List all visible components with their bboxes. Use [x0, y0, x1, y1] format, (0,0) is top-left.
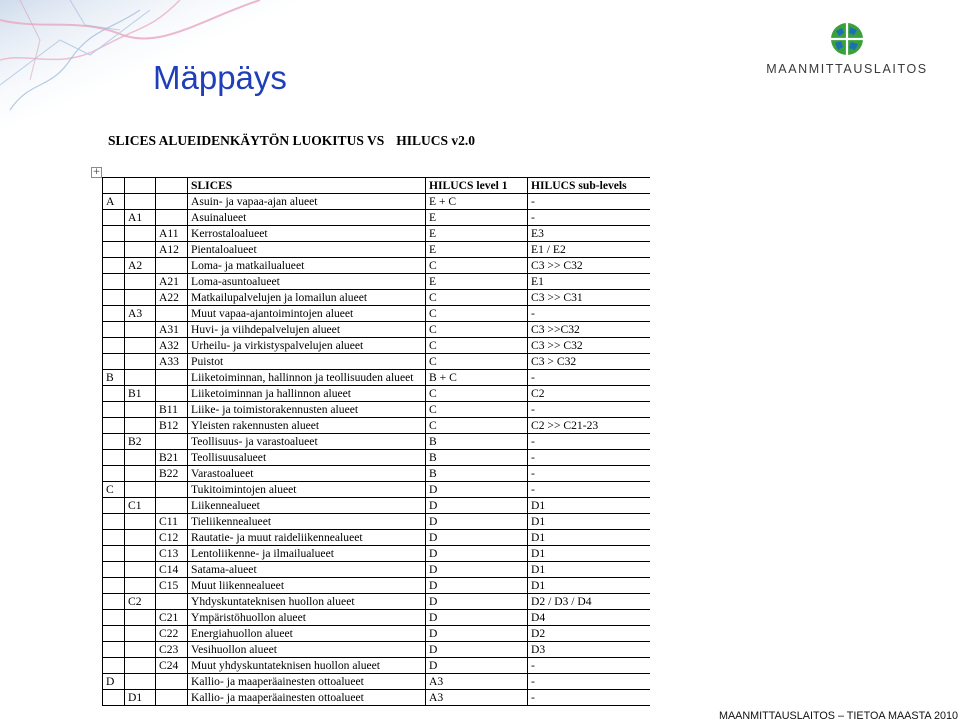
cell-hilucs-sublevel: C3 >>C32	[528, 322, 651, 338]
table-row	[103, 242, 651, 258]
table-row	[103, 626, 651, 642]
table-row	[103, 258, 651, 274]
cell-level-1	[103, 578, 125, 594]
cell-level-3: A11	[156, 226, 188, 242]
cell-level-2	[125, 578, 156, 594]
footer-text: MAANMITTAUSLAITOS – TIETOA MAASTA 2010	[718, 710, 958, 722]
cell-hilucs-level1: D	[426, 658, 528, 674]
cell-level-3: C15	[156, 578, 188, 594]
header-level-1	[103, 178, 125, 194]
cell-hilucs-sublevel: -	[528, 450, 651, 466]
cell-slices-name: Satama-alueet	[188, 562, 426, 578]
cell-level-1: C	[103, 482, 125, 498]
header-hilucs-level1: HILUCS level 1	[426, 178, 528, 194]
heading-classification: SLICES ALUEIDENKÄYTÖN LUOKITUS VS	[108, 133, 385, 148]
cell-hilucs-level1: E	[426, 210, 528, 226]
cell-level-2: A3	[125, 306, 156, 322]
cell-level-2: A2	[125, 258, 156, 274]
cell-level-3: C22	[156, 626, 188, 642]
table-row	[103, 290, 651, 306]
cell-level-3: A31	[156, 322, 188, 338]
cell-level-2	[125, 450, 156, 466]
table-container	[102, 177, 650, 715]
cell-level-3	[156, 258, 188, 274]
company-logo	[762, 22, 932, 82]
header-slices: SLICES	[188, 178, 426, 194]
cell-level-2	[125, 674, 156, 690]
cell-level-2	[125, 562, 156, 578]
cell-hilucs-level1: D	[426, 546, 528, 562]
cell-level-1	[103, 450, 125, 466]
cell-level-3	[156, 210, 188, 226]
cell-level-2	[125, 194, 156, 210]
cell-hilucs-sublevel: -	[528, 370, 651, 386]
cell-level-2	[125, 482, 156, 498]
cell-hilucs-level1: E	[426, 242, 528, 258]
cell-level-1: B	[103, 370, 125, 386]
cell-hilucs-sublevel: -	[528, 674, 651, 690]
table-row	[103, 514, 651, 530]
cell-level-1	[103, 546, 125, 562]
cell-level-2	[125, 274, 156, 290]
cell-hilucs-sublevel: D3	[528, 642, 651, 658]
cell-level-2	[125, 626, 156, 642]
heading-hilucs: HILUCS v2.0	[396, 133, 475, 148]
cell-level-2	[125, 242, 156, 258]
cell-slices-name: Asuin- ja vapaa-ajan alueet	[188, 194, 426, 210]
cell-hilucs-level1: A3	[426, 690, 528, 706]
table-row	[103, 450, 651, 466]
cell-hilucs-sublevel: D1	[528, 514, 651, 530]
cell-hilucs-sublevel: C3 >> C32	[528, 338, 651, 354]
cell-level-1	[103, 402, 125, 418]
cell-level-3	[156, 386, 188, 402]
cell-hilucs-sublevel: D2 / D3 / D4	[528, 594, 651, 610]
logo-wordmark: MAANMITTAUSLAITOS	[766, 62, 928, 76]
cell-hilucs-level1: D	[426, 562, 528, 578]
cell-slices-name: Kallio- ja maaperäainesten ottoalueet	[188, 674, 426, 690]
table-row	[103, 322, 651, 338]
header-level-2	[125, 178, 156, 194]
cell-hilucs-sublevel: C3 >> C32	[528, 258, 651, 274]
cell-level-3: B11	[156, 402, 188, 418]
cell-level-1	[103, 354, 125, 370]
cell-hilucs-level1: D	[426, 626, 528, 642]
cell-level-3: C12	[156, 530, 188, 546]
cell-level-2	[125, 546, 156, 562]
table-row	[103, 690, 651, 706]
table-row	[103, 610, 651, 626]
cell-hilucs-sublevel: D1	[528, 562, 651, 578]
cell-slices-name: Loma-asuntoalueet	[188, 274, 426, 290]
cell-level-3	[156, 194, 188, 210]
cell-level-1	[103, 514, 125, 530]
cell-hilucs-sublevel: -	[528, 482, 651, 498]
cell-hilucs-level1: C	[426, 322, 528, 338]
cell-hilucs-sublevel: D1	[528, 498, 651, 514]
cell-hilucs-sublevel: E1 / E2	[528, 242, 651, 258]
table-row	[103, 338, 651, 354]
cell-slices-name: Puistot	[188, 354, 426, 370]
cell-level-2	[125, 338, 156, 354]
cell-hilucs-level1: C	[426, 290, 528, 306]
cell-slices-name: Matkailupalvelujen ja lomailun alueet	[188, 290, 426, 306]
cell-hilucs-sublevel: D1	[528, 546, 651, 562]
table-row	[103, 402, 651, 418]
cell-hilucs-level1: E + C	[426, 194, 528, 210]
cell-level-3: B22	[156, 466, 188, 482]
cell-hilucs-sublevel: C2 >> C21-23	[528, 418, 651, 434]
table-row	[103, 434, 651, 450]
cell-level-1	[103, 322, 125, 338]
cell-hilucs-level1: D	[426, 482, 528, 498]
slices-hilucs-table	[102, 177, 650, 706]
cell-hilucs-sublevel: -	[528, 434, 651, 450]
cell-level-1	[103, 274, 125, 290]
cell-level-2	[125, 418, 156, 434]
table-row	[103, 194, 651, 210]
cell-hilucs-sublevel: -	[528, 658, 651, 674]
slide-title: Mäppäys	[153, 59, 287, 96]
cell-level-2	[125, 370, 156, 386]
table-row	[103, 658, 651, 674]
cell-level-3: C11	[156, 514, 188, 530]
table-header-row	[103, 178, 651, 194]
globe-logo-icon	[830, 22, 864, 56]
table-row	[103, 562, 651, 578]
cell-hilucs-sublevel: -	[528, 306, 651, 322]
cell-level-3: C24	[156, 658, 188, 674]
cell-hilucs-level1: A3	[426, 674, 528, 690]
cell-level-1	[103, 690, 125, 706]
table-row	[103, 546, 651, 562]
cell-slices-name: Kallio- ja maaperäainesten ottoalueet	[188, 690, 426, 706]
header-level-3	[156, 178, 188, 194]
header-hilucs-sublevels: HILUCS sub-levels	[528, 178, 651, 194]
cell-level-1	[103, 306, 125, 322]
cell-level-1	[103, 434, 125, 450]
table-row	[103, 210, 651, 226]
cell-level-1	[103, 626, 125, 642]
cell-hilucs-sublevel: D1	[528, 530, 651, 546]
cell-level-1	[103, 338, 125, 354]
cell-level-1	[103, 210, 125, 226]
cell-level-1	[103, 418, 125, 434]
cell-hilucs-sublevel: C2	[528, 386, 651, 402]
cell-hilucs-level1: C	[426, 418, 528, 434]
cell-hilucs-level1: D	[426, 514, 528, 530]
cell-level-2	[125, 402, 156, 418]
table-move-handle-icon[interactable]: +	[92, 167, 101, 177]
cell-level-3: C14	[156, 562, 188, 578]
cell-hilucs-level1: D	[426, 530, 528, 546]
cell-hilucs-level1: B	[426, 450, 528, 466]
cell-hilucs-level1: B + C	[426, 370, 528, 386]
cell-level-1	[103, 498, 125, 514]
cell-level-3: C21	[156, 610, 188, 626]
cell-slices-name: Energiahuollon alueet	[188, 626, 426, 642]
cell-hilucs-level1: B	[426, 434, 528, 450]
cell-level-3: A12	[156, 242, 188, 258]
cell-level-3	[156, 306, 188, 322]
cell-level-1	[103, 658, 125, 674]
cell-slices-name: Rautatie- ja muut raideliikennealueet	[188, 530, 426, 546]
table-row	[103, 498, 651, 514]
cell-level-3: A32	[156, 338, 188, 354]
cell-hilucs-sublevel: -	[528, 194, 651, 210]
cell-slices-name: Varastoalueet	[188, 466, 426, 482]
cell-level-2	[125, 610, 156, 626]
cell-level-1	[103, 466, 125, 482]
table-row	[103, 306, 651, 322]
table-row	[103, 226, 651, 242]
table-row	[103, 466, 651, 482]
cell-slices-name: Pientaloalueet	[188, 242, 426, 258]
cell-level-3: C23	[156, 642, 188, 658]
cell-hilucs-sublevel: D2	[528, 626, 651, 642]
table-row	[103, 354, 651, 370]
cell-hilucs-level1: D	[426, 642, 528, 658]
cell-hilucs-sublevel: -	[528, 690, 651, 706]
cell-hilucs-level1: E	[426, 274, 528, 290]
table-row	[103, 274, 651, 290]
cell-level-1	[103, 594, 125, 610]
cell-level-1: A	[103, 194, 125, 210]
cell-level-2	[125, 514, 156, 530]
cell-level-3	[156, 674, 188, 690]
cell-hilucs-level1: C	[426, 354, 528, 370]
table-body	[103, 194, 651, 706]
cell-hilucs-level1: E	[426, 226, 528, 242]
cell-level-1	[103, 290, 125, 306]
cell-hilucs-level1: B	[426, 466, 528, 482]
cell-slices-name: Asuinalueet	[188, 210, 426, 226]
table-row	[103, 370, 651, 386]
cell-level-2: C2	[125, 594, 156, 610]
table-row	[103, 482, 651, 498]
cell-level-2	[125, 354, 156, 370]
cell-level-1: D	[103, 674, 125, 690]
cell-hilucs-level1: D	[426, 610, 528, 626]
cell-level-1	[103, 530, 125, 546]
cell-hilucs-sublevel: D4	[528, 610, 651, 626]
cell-slices-name: Tukitoimintojen alueet	[188, 482, 426, 498]
cell-slices-name: Lentoliikenne- ja ilmailualueet	[188, 546, 426, 562]
cell-level-3: A21	[156, 274, 188, 290]
cell-level-2	[125, 226, 156, 242]
cell-level-1	[103, 642, 125, 658]
cell-level-3: A22	[156, 290, 188, 306]
cell-level-3	[156, 370, 188, 386]
cell-level-3: B21	[156, 450, 188, 466]
cell-slices-name: Tieliikennealueet	[188, 514, 426, 530]
cell-hilucs-level1: C	[426, 338, 528, 354]
cell-level-2: A1	[125, 210, 156, 226]
cell-hilucs-level1: C	[426, 306, 528, 322]
cell-level-2: C1	[125, 498, 156, 514]
cell-slices-name: Loma- ja matkailualueet	[188, 258, 426, 274]
cell-level-2	[125, 290, 156, 306]
cell-level-1	[103, 242, 125, 258]
cell-slices-name: Ympäristöhuollon alueet	[188, 610, 426, 626]
cell-slices-name: Teollisuusalueet	[188, 450, 426, 466]
table-row	[103, 594, 651, 610]
cell-slices-name: Liiketoiminnan, hallinnon ja teollisuuden alueet	[188, 370, 426, 386]
cell-level-1	[103, 226, 125, 242]
cell-level-3	[156, 594, 188, 610]
cell-slices-name: Muut yhdyskuntateknisen huollon alueet	[188, 658, 426, 674]
cell-slices-name: Liike- ja toimistorakennusten alueet	[188, 402, 426, 418]
cell-slices-name: Teollisuus- ja varastoalueet	[188, 434, 426, 450]
cell-level-2	[125, 322, 156, 338]
cell-level-3: A33	[156, 354, 188, 370]
cell-hilucs-sublevel: D1	[528, 578, 651, 594]
cell-slices-name: Muut liikennealueet	[188, 578, 426, 594]
cell-hilucs-level1: D	[426, 578, 528, 594]
table-row	[103, 418, 651, 434]
cell-level-2: D1	[125, 690, 156, 706]
table-row	[103, 578, 651, 594]
cell-slices-name: Huvi- ja viihdepalvelujen alueet	[188, 322, 426, 338]
cell-level-2: B1	[125, 386, 156, 402]
cell-level-2	[125, 658, 156, 674]
document-heading	[108, 132, 475, 150]
cell-hilucs-sublevel: C3 > C32	[528, 354, 651, 370]
table-row	[103, 530, 651, 546]
cell-hilucs-level1: C	[426, 258, 528, 274]
cell-level-3	[156, 434, 188, 450]
cell-slices-name: Muut vapaa-ajantoimintojen alueet	[188, 306, 426, 322]
table-row	[103, 386, 651, 402]
cell-hilucs-sublevel: -	[528, 402, 651, 418]
cell-hilucs-level1: D	[426, 594, 528, 610]
cell-slices-name: Yleisten rakennusten alueet	[188, 418, 426, 434]
cell-level-3	[156, 690, 188, 706]
cell-hilucs-sublevel: -	[528, 210, 651, 226]
table-row	[103, 642, 651, 658]
cell-hilucs-level1: D	[426, 498, 528, 514]
cell-level-1	[103, 562, 125, 578]
cell-level-1	[103, 386, 125, 402]
cell-hilucs-level1: C	[426, 402, 528, 418]
cell-level-2: B2	[125, 434, 156, 450]
table-row	[103, 674, 651, 690]
cell-level-3	[156, 498, 188, 514]
cell-level-2	[125, 466, 156, 482]
cell-hilucs-level1: C	[426, 386, 528, 402]
cell-level-3: B12	[156, 418, 188, 434]
cell-hilucs-sublevel: -	[528, 466, 651, 482]
cell-slices-name: Liikennealueet	[188, 498, 426, 514]
cell-slices-name: Vesihuollon alueet	[188, 642, 426, 658]
cell-level-2	[125, 530, 156, 546]
cell-hilucs-sublevel: E1	[528, 274, 651, 290]
cell-level-1	[103, 610, 125, 626]
cell-level-1	[103, 258, 125, 274]
cell-hilucs-sublevel: C3 >> C31	[528, 290, 651, 306]
cell-slices-name: Urheilu- ja virkistyspalvelujen alueet	[188, 338, 426, 354]
cell-hilucs-sublevel: E3	[528, 226, 651, 242]
cell-slices-name: Kerrostaloalueet	[188, 226, 426, 242]
cell-level-3: C13	[156, 546, 188, 562]
cell-level-2	[125, 642, 156, 658]
cell-slices-name: Yhdyskuntateknisen huollon alueet	[188, 594, 426, 610]
cell-level-3	[156, 482, 188, 498]
cell-slices-name: Liiketoiminnan ja hallinnon alueet	[188, 386, 426, 402]
